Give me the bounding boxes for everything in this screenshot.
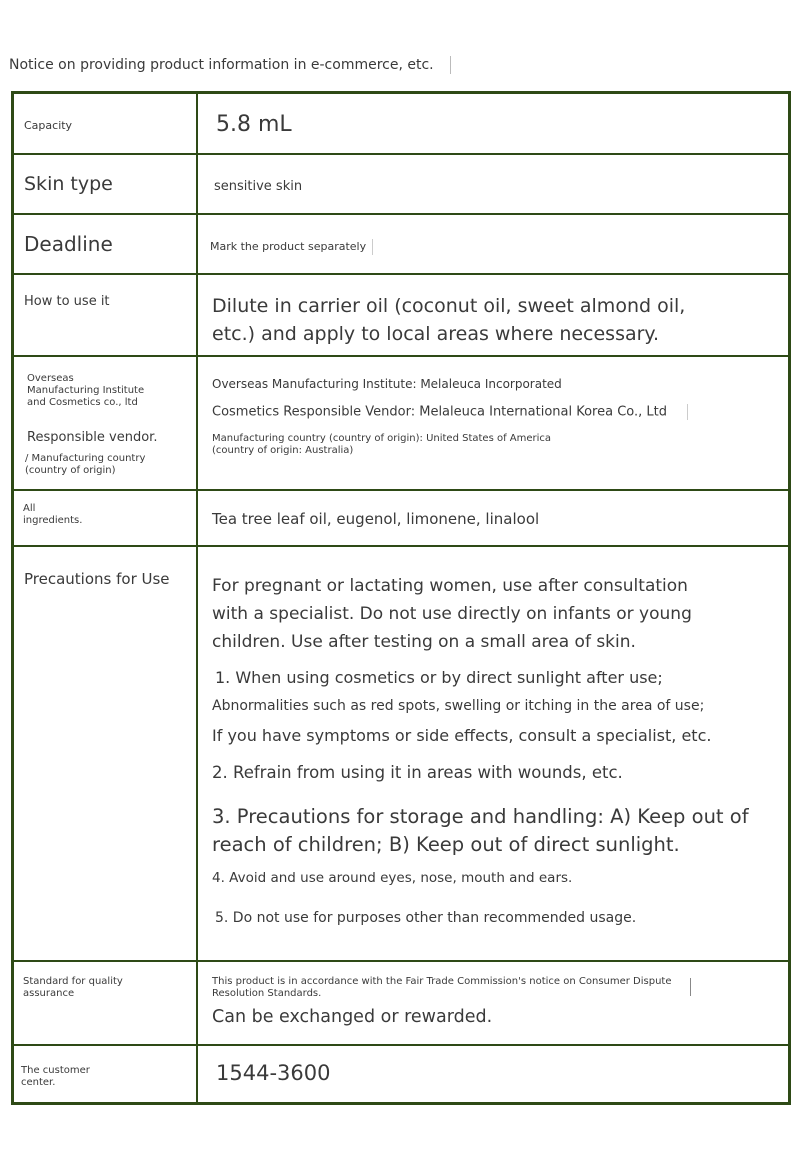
row-deadline <box>14 213 788 273</box>
value-quality-standard: This product is in accordance with the Fair Trade Commission's notice on Consumer Dispute Resolution Standards. <box>212 976 672 999</box>
value-ingredients: Tea tree leaf oil, eugenol, limonene, linalool <box>212 510 540 528</box>
precaution-item-3: 3. Precautions for storage and handling: A) Keep out of reach of children; B) Keep out of direct sunlight. <box>212 805 749 856</box>
value-deadline <box>210 239 780 255</box>
row-divider <box>14 153 788 155</box>
value-country-of-origin: Manufacturing country (country of origin): United States of America (country of origin: Australia) <box>212 433 552 456</box>
row-divider <box>14 355 788 357</box>
precaution-item-5: 5. Do not use for purposes other than recommended usage. <box>215 910 637 926</box>
precaution-item-1c: If you have symptoms or side effects, consult a specialist, etc. <box>212 726 712 745</box>
precaution-item-2: 2. Refrain from using it in areas with wounds, etc. <box>212 763 623 782</box>
label-manufacturer: Overseas Manufacturing Institute and Cosmetics co., ltd <box>27 373 145 408</box>
label-ingredients: All ingredients. <box>23 503 83 526</box>
row-divider <box>14 489 788 491</box>
precaution-item-1a: 1. When using cosmetics or by direct sunlight after use; <box>215 668 663 687</box>
value-how-to-use: Dilute in carrier oil (coconut oil, sweet almond oil, etc.) and apply to local areas where necessary. <box>212 295 686 345</box>
precaution-item-4: 4. Avoid and use around eyes, nose, mouth and ears. <box>212 870 573 886</box>
row-manufacturer <box>14 355 788 489</box>
row-divider <box>14 960 788 962</box>
value-responsible-vendor <box>212 404 780 420</box>
label-customer-center: The customer center. <box>21 1065 90 1088</box>
text-cursor-mark <box>450 56 451 74</box>
precaution-item-1b: Abnormalities such as red spots, swelling or itching in the area of use; <box>212 698 705 714</box>
value-skin-type: sensitive skin <box>214 179 303 194</box>
notice-title <box>9 56 451 74</box>
row-precautions <box>14 545 788 960</box>
row-divider <box>14 545 788 547</box>
text-cursor-mark <box>687 404 688 420</box>
label-capacity: Capacity <box>24 119 73 132</box>
value-manufacturer: Overseas Manufacturing Institute: Melaleuca Incorporated <box>212 377 562 391</box>
value-deadline-text: Mark the product separately <box>210 240 367 253</box>
row-customer-center <box>14 1044 788 1105</box>
row-ingredients <box>14 489 788 545</box>
precautions-intro: For pregnant or lactating women, use after consultation with a specialist. Do not use directly on infants or young children. Use after testing on a small area of skin. <box>212 576 692 652</box>
text-cursor-mark <box>690 978 691 996</box>
label-country-of-origin: / Manufacturing country (country of origin) <box>25 453 146 476</box>
row-how-to-use <box>14 273 788 355</box>
row-skin-type <box>14 153 788 213</box>
label-skin-type: Skin type <box>24 173 113 195</box>
label-how-to-use: How to use it <box>24 294 110 309</box>
row-capacity <box>14 94 788 153</box>
value-customer-center-phone: 1544-3600 <box>216 1061 331 1085</box>
value-capacity: 5.8 mL <box>216 112 292 137</box>
value-responsible-vendor-text: Cosmetics Responsible Vendor: Melaleuca International Korea Co., Ltd <box>212 404 667 420</box>
label-responsible-vendor: Responsible vendor. <box>27 430 158 445</box>
row-quality-assurance <box>14 960 788 1044</box>
text-cursor-mark <box>372 239 373 255</box>
label-deadline: Deadline <box>24 232 113 256</box>
row-divider <box>14 1044 788 1046</box>
label-quality-assurance: Standard for quality assurance <box>23 976 123 999</box>
label-precautions: Precautions for Use <box>24 570 170 588</box>
value-exchange: Can be exchanged or rewarded. <box>212 1007 493 1027</box>
product-info-table <box>11 91 791 1105</box>
notice-title-text: Notice on providing product information in e-commerce, etc. <box>9 57 434 73</box>
row-divider <box>14 273 788 275</box>
row-divider <box>14 213 788 215</box>
